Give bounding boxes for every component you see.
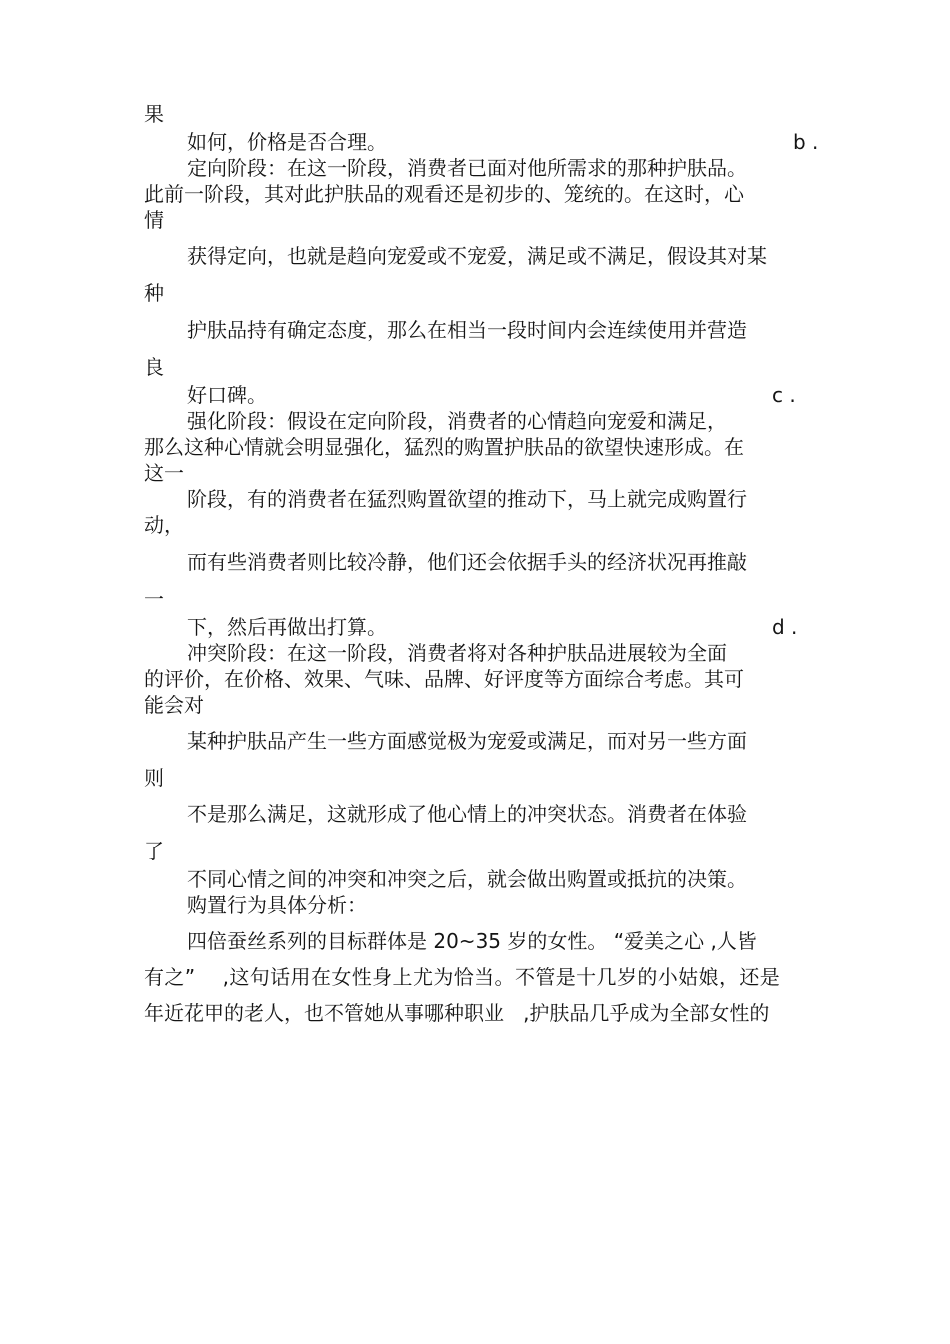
text-line: 良 — [144, 355, 164, 379]
text-line: 不同心情之间的冲突和冲突之后，就会做出购置或抵抗的决策。 — [187, 867, 747, 891]
text-line: 有之” ,这句话用在女性身上尤为恰当。不管是十几岁的小姑娘，还是 — [144, 965, 781, 989]
list-marker-d: d . — [772, 615, 798, 639]
text-line: 冲突阶段：在这一阶段，消费者将对各种护肤品进展较为全面 — [187, 641, 727, 665]
text-line: 了 — [144, 839, 164, 863]
list-marker-c: c . — [772, 383, 796, 407]
text-line: 此前一阶段，其对此护肤品的观看还是初步的、笼统的。在这时，心 — [144, 182, 744, 206]
text-line: 年近花甲的老人，也不管她从事哪种职业 ,护肤品几乎成为全部女性的 — [144, 1001, 770, 1025]
text-line: 的评价，在价格、效果、气味、品牌、好评度等方面综合考虑。其可 — [144, 667, 744, 691]
text-line: 这一 — [144, 461, 184, 485]
text-line: 果 — [144, 102, 164, 126]
text-line: 种 — [144, 281, 164, 305]
text-line: 护肤品持有确定态度，那么在相当一段时间内会连续使用并营造 — [187, 318, 747, 342]
text-line: 定向阶段：在这一阶段，消费者已面对他所需求的那种护肤品。 — [187, 156, 747, 180]
text-line: 能会对 — [144, 693, 204, 717]
text-line: 获得定向，也就是趋向宠爱或不宠爱，满足或不满足，假设其对某 — [187, 244, 767, 268]
text-line: 一 — [144, 587, 164, 611]
text-line: 则 — [144, 766, 164, 790]
text-line: 情 — [144, 208, 164, 232]
text-line: 强化阶段：假设在定向阶段，消费者的心情趋向宠爱和满足， — [187, 409, 727, 433]
text-line: 四倍蚕丝系列的目标群体是 20~35 岁的女性。 “爱美之心 ,人皆 — [187, 929, 757, 953]
list-marker-b: b . — [793, 130, 819, 154]
text-line: 如何，价格是否合理。 — [187, 130, 387, 154]
text-line: 某种护肤品产生一些方面感觉极为宠爱或满足，而对另一些方面 — [187, 729, 747, 753]
text-line: 不是那么满足，这就形成了他心情上的冲突状态。消费者在体验 — [187, 802, 747, 826]
text-line: 而有些消费者则比较冷静，他们还会依据手头的经济状况再推敲 — [187, 550, 747, 574]
text-line: 下，然后再做出打算。 — [187, 615, 387, 639]
text-line: 动， — [144, 513, 184, 537]
text-line: 那么这种心情就会明显强化，猛烈的购置护肤品的欲望快速形成。在 — [144, 435, 744, 459]
text-line: 购置行为具体分析： — [187, 893, 367, 917]
text-line: 阶段，有的消费者在猛烈购置欲望的推动下，马上就完成购置行 — [187, 487, 747, 511]
text-line: 好口碑。 — [187, 383, 267, 407]
